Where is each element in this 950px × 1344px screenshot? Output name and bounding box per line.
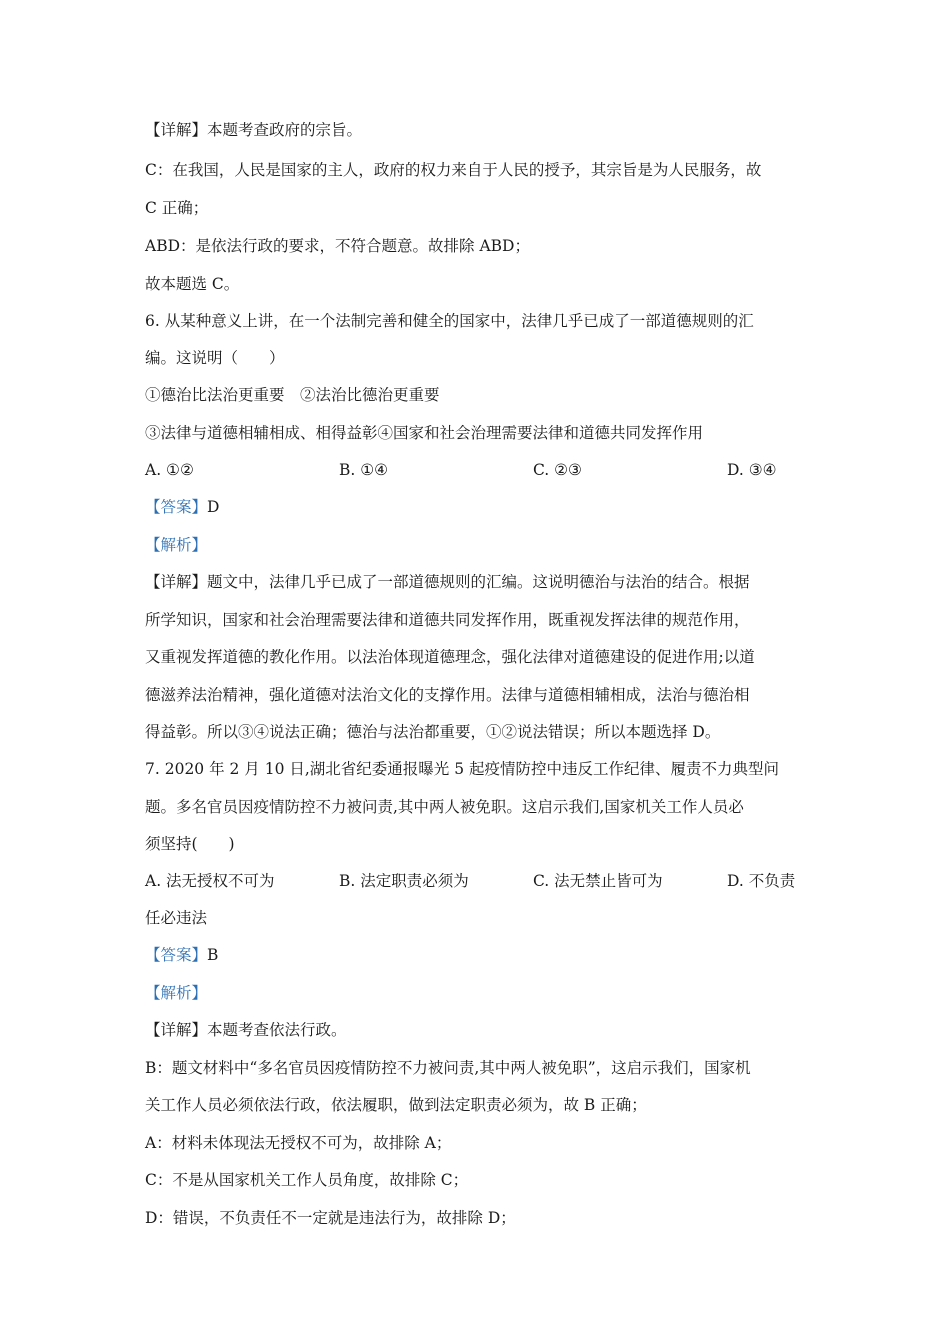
question-7-stem: 题。多名官员因疫情防控不力被问责,其中两人被免职。这启示我们,国家机关工作人员必	[145, 798, 744, 816]
detail-line: 德滋养法治精神，强化道德对法治文化的支撑作用。法律与道德相辅相成，法治与德治相	[145, 686, 750, 704]
option-d: D. 不负责	[727, 872, 796, 890]
option-b: B. 法定职责必须为	[339, 872, 469, 890]
detail-line: 得益彰。所以③④说法正确；德治与法治都重要，①②说法错误；所以本题选择 D。	[145, 723, 721, 741]
detail-line: C 正确；	[145, 199, 209, 217]
detail-line: 【详解】题文中，法律几乎已成了一部道德规则的汇编。这说明德治与法治的结合。根据	[145, 573, 750, 591]
question-7-options	[145, 870, 815, 892]
question-7-answer	[145, 944, 815, 966]
detail-line: 【详解】本题考查政府的宗旨。	[145, 121, 363, 139]
question-7-stem: 须坚持( )	[145, 835, 235, 853]
conclusion-line: 故本题选 C。	[145, 275, 240, 293]
detail-line: C：不是从国家机关工作人员角度，故排除 C；	[145, 1171, 469, 1189]
option-d: D. ③④	[727, 461, 777, 479]
option-c: C. 法无禁止皆可为	[533, 872, 663, 890]
question-6-items: ①德治比法治更重要 ②法治比德治更重要	[145, 386, 440, 404]
option-c: C. ②③	[533, 461, 582, 479]
detail-line: C：在我国，人民是国家的主人，政府的权力来自于人民的授予，其宗旨是为人民服务，故	[145, 161, 762, 179]
question-7-stem: 7. 2020 年 2 月 10 日,湖北省纪委通报曝光 5 起疫情防控中违反工作纪律、履责不力典型问	[145, 760, 780, 778]
detail-line: 所学知识，国家和社会治理需要法律和道德共同发挥作用，既重视发挥法律的规范作用，	[145, 611, 750, 629]
detail-line: 又重视发挥道德的教化作用。以法治体现道德理念，强化法律对道德建设的促进作用;以道	[145, 648, 755, 666]
question-6-stem: 编。这说明（ ）	[145, 349, 285, 367]
analysis-label: 【解析】	[145, 536, 208, 554]
analysis-label: 【解析】	[145, 984, 208, 1002]
detail-line: A：材料未体现法无授权不可为，故排除 A；	[145, 1134, 452, 1152]
question-6-stem: 6. 从某种意义上讲，在一个法制完善和健全的国家中，法律几乎已成了一部道德规则的汇	[145, 312, 754, 330]
option-d-continued: 任必违法	[145, 909, 208, 927]
question-6-items: ③法律与道德相辅相成、相得益彰④国家和社会治理需要法律和道德共同发挥作用	[145, 424, 704, 442]
detail-line: 【详解】本题考查依法行政。	[145, 1021, 347, 1039]
option-a: A. 法无授权不可为	[145, 872, 275, 890]
answer-label: 【答案】	[145, 498, 208, 516]
answer-label: 【答案】	[145, 946, 208, 964]
answer-value: D	[207, 498, 220, 516]
question-6-options	[145, 459, 815, 481]
detail-line: 关工作人员必须依法行政，依法履职，做到法定职责必须为，故 B 正确；	[145, 1096, 647, 1114]
detail-line: D：错误，不负责任不一定就是违法行为，故排除 D；	[145, 1209, 516, 1227]
option-b: B. ①④	[339, 461, 389, 479]
question-6-answer	[145, 496, 815, 518]
detail-line: ABD：是依法行政的要求，不符合题意。故排除 ABD；	[145, 237, 530, 255]
option-a: A. ①②	[145, 461, 194, 479]
detail-line: B：题文材料中“多名官员因疫情防控不力被问责,其中两人被免职”，这启示我们，国家机	[145, 1059, 751, 1077]
answer-value: B	[207, 946, 219, 964]
